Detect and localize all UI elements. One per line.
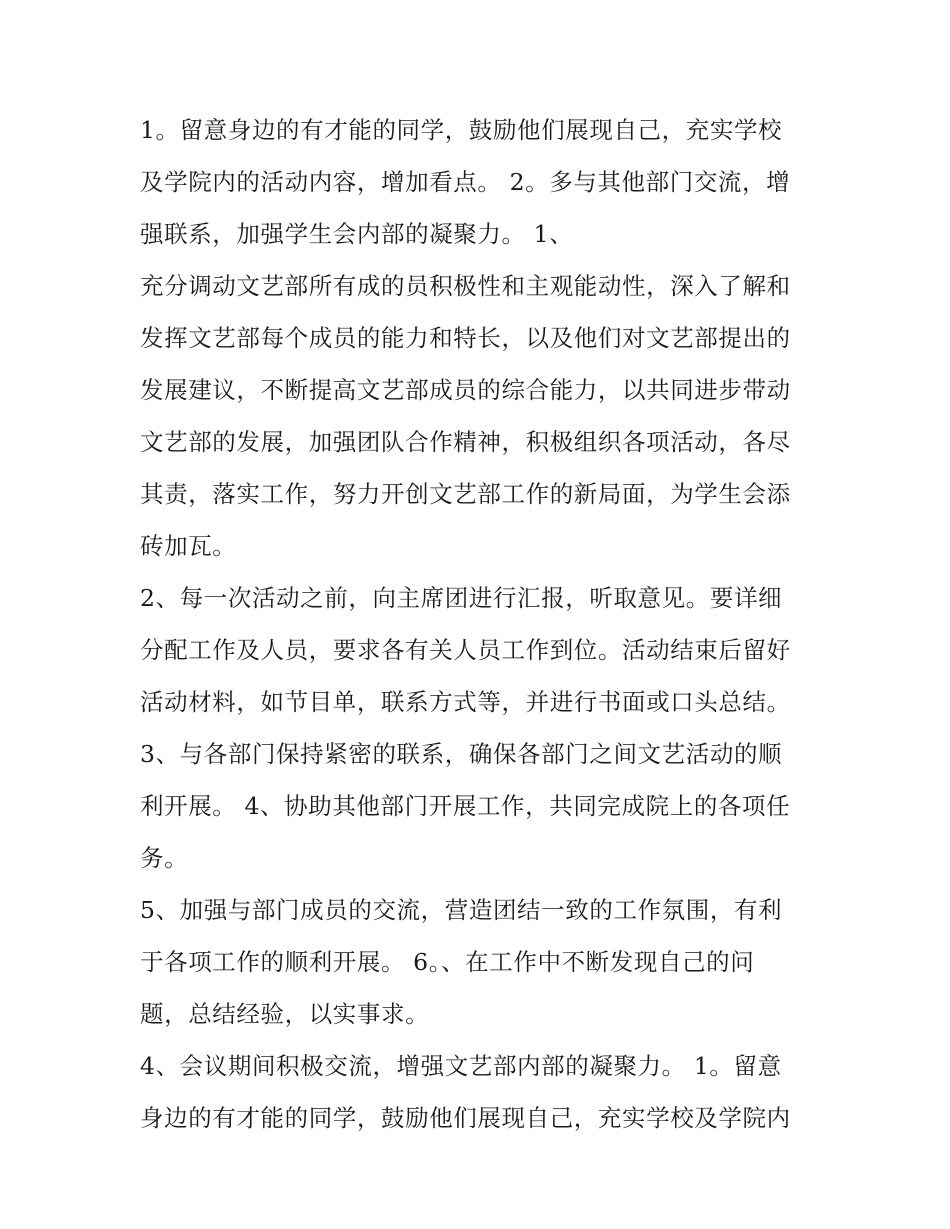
text-line-12: 活动材料，如节目单，联系方式等，并进行书面或口头总结。 — [140, 688, 791, 716]
text-line-17: 于各项工作的顺利开展。 6。、在工作中不断发现自己的问 — [140, 948, 755, 976]
text-line-13: 3、与各部门保持紧密的联系，确保各部门之间文艺活动的顺 — [140, 740, 783, 768]
text-line-9: 砖加瓦。 — [140, 532, 237, 560]
text-line-6: 发展建议，不断提高文艺部成员的综合能力，以共同进步带动 — [140, 376, 791, 404]
text-line-16: 5、加强与部门成员的交流，营造团结一致的工作氛围，有利 — [140, 896, 783, 924]
text-line-10: 2、每一次活动之前，向主席团进行汇报，听取意见。要详细 — [140, 584, 783, 612]
text-line-3: 强联系，加强学生会内部的凝聚力。 1、 — [140, 220, 574, 248]
document-body — [140, 104, 820, 1144]
text-line-15: 务。 — [140, 844, 189, 872]
text-line-8: 其责，落实工作，努力开创文艺部工作的新局面，为学生会添 — [140, 480, 791, 508]
text-line-4: 充分调动文艺部所有成的员积极性和主观能动性，深入了解和 — [140, 272, 791, 300]
text-line-2: 及学院内的活动内容，增加看点。 2。多与其他部门交流，增 — [140, 168, 791, 196]
text-line-14: 利开展。 4、协助其他部门开展工作，共同完成院上的各项任 — [140, 792, 791, 820]
text-line-19: 4、会议期间积极交流，增强文艺部内部的凝聚力。 1。留意 — [140, 1052, 782, 1080]
text-line-18: 题，总结经验，以实事求。 — [140, 1000, 430, 1028]
text-line-7: 文艺部的发展，加强团队合作精神，积极组织各项活动，各尽 — [140, 428, 791, 456]
text-line-20: 身边的有才能的同学，鼓励他们展现自己，充实学校及学院内 — [140, 1104, 791, 1132]
text-line-5: 发挥文艺部每个成员的能力和特长，以及他们对文艺部提出的 — [140, 324, 791, 352]
text-line-1: 1。留意身边的有才能的同学，鼓励他们展现自己，充实学校 — [140, 116, 783, 144]
text-line-11: 分配工作及人员，要求各有关人员工作到位。活动结束后留好 — [140, 636, 791, 664]
